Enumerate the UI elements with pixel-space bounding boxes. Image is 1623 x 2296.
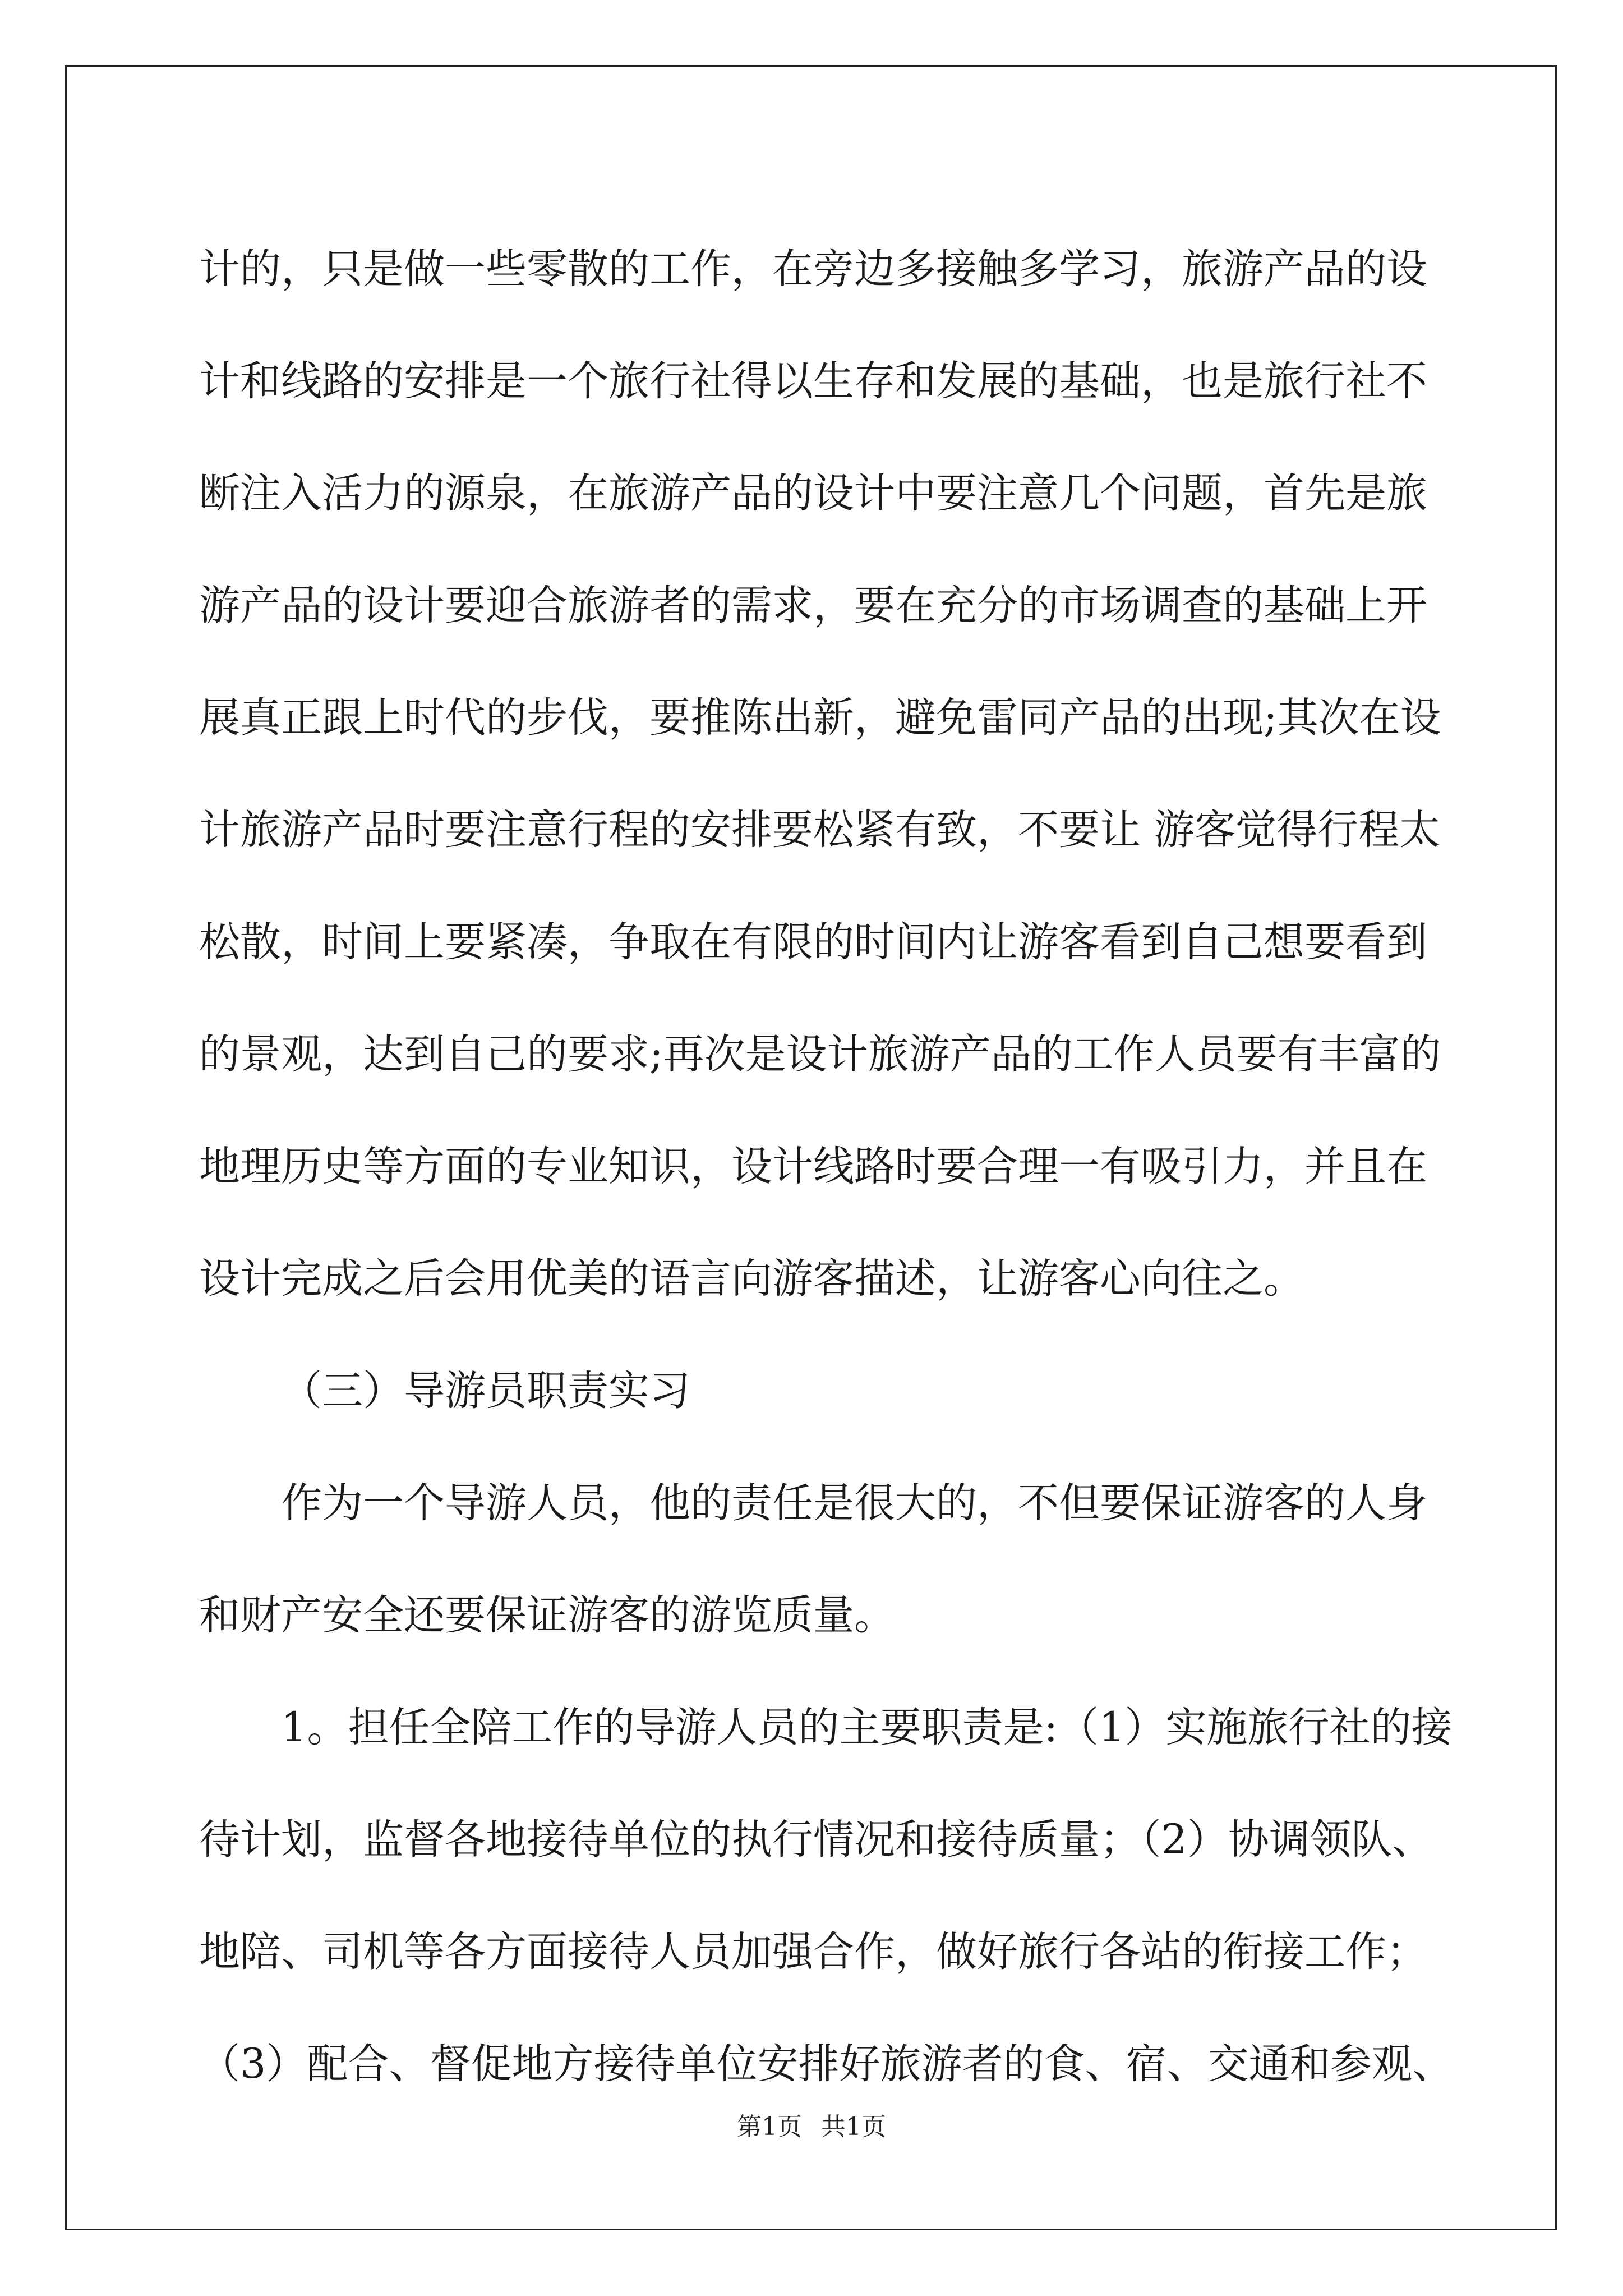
text-line: 设计完成之后会用优美的语言向游客描述，让游客心向往之。 — [199, 1255, 1304, 1303]
text-line: 的景观，达到自己的要求;再次是设计旅游产品的工作人员要有丰富的 — [199, 1030, 1441, 1078]
text-line: 地陪、司机等各方面接待人员加强合作，做好旅行各站的衔接工作； — [199, 1928, 1427, 1976]
text-line: 地理历史等方面的专业知识，设计线路时要合理一有吸引力，并且在 — [199, 1143, 1427, 1190]
text-line: 计的，只是做一些零散的工作，在旁边多接触多学习，旅游产品的设 — [199, 245, 1427, 293]
text-line: 和财产安全还要保证游客的游览质量。 — [199, 1591, 895, 1639]
text-line: （3）配合、督促地方接待单位安排好旅游者的食、宿、交通和参观、 — [199, 2040, 1454, 2088]
page-number-current: 第1页 — [737, 2113, 802, 2141]
section-heading: （三）导游员职责实习 — [281, 1367, 690, 1415]
text-line: 作为一个导游人员，他的责任是很大的，不但要保证游客的人身 — [281, 1479, 1427, 1527]
text-line: 松散，时间上要紧凑，争取在有限的时间内让游客看到自己想要看到 — [199, 918, 1427, 966]
text-line: 待计划，监督各地接待单位的执行情况和接待质量；（2）协调领队、 — [199, 1816, 1433, 1864]
text-line: 展真正跟上时代的步伐，要推陈出新，避免雷同产品的出现;其次在设 — [199, 694, 1441, 742]
text-line: 游产品的设计要迎合旅游者的需求，要在充分的市场调查的基础上开 — [199, 582, 1427, 629]
page-number-total: 共1页 — [821, 2113, 886, 2141]
text-line: 1。担任全陪工作的导游人员的主要职责是:（1）实施旅行社的接 — [281, 1704, 1453, 1751]
text-line: 断注入活力的源泉，在旅游产品的设计中要注意几个问题，首先是旅 — [199, 470, 1427, 517]
page-footer — [0, 2106, 1623, 2142]
text-line: 计旅游产品时要注意行程的安排要松紧有致，不要让 游客觉得行程太 — [199, 806, 1441, 854]
text-line: 计和线路的安排是一个旅行社得以生存和发展的基础，也是旅行社不 — [199, 357, 1427, 405]
document-body — [199, 213, 1454, 2120]
